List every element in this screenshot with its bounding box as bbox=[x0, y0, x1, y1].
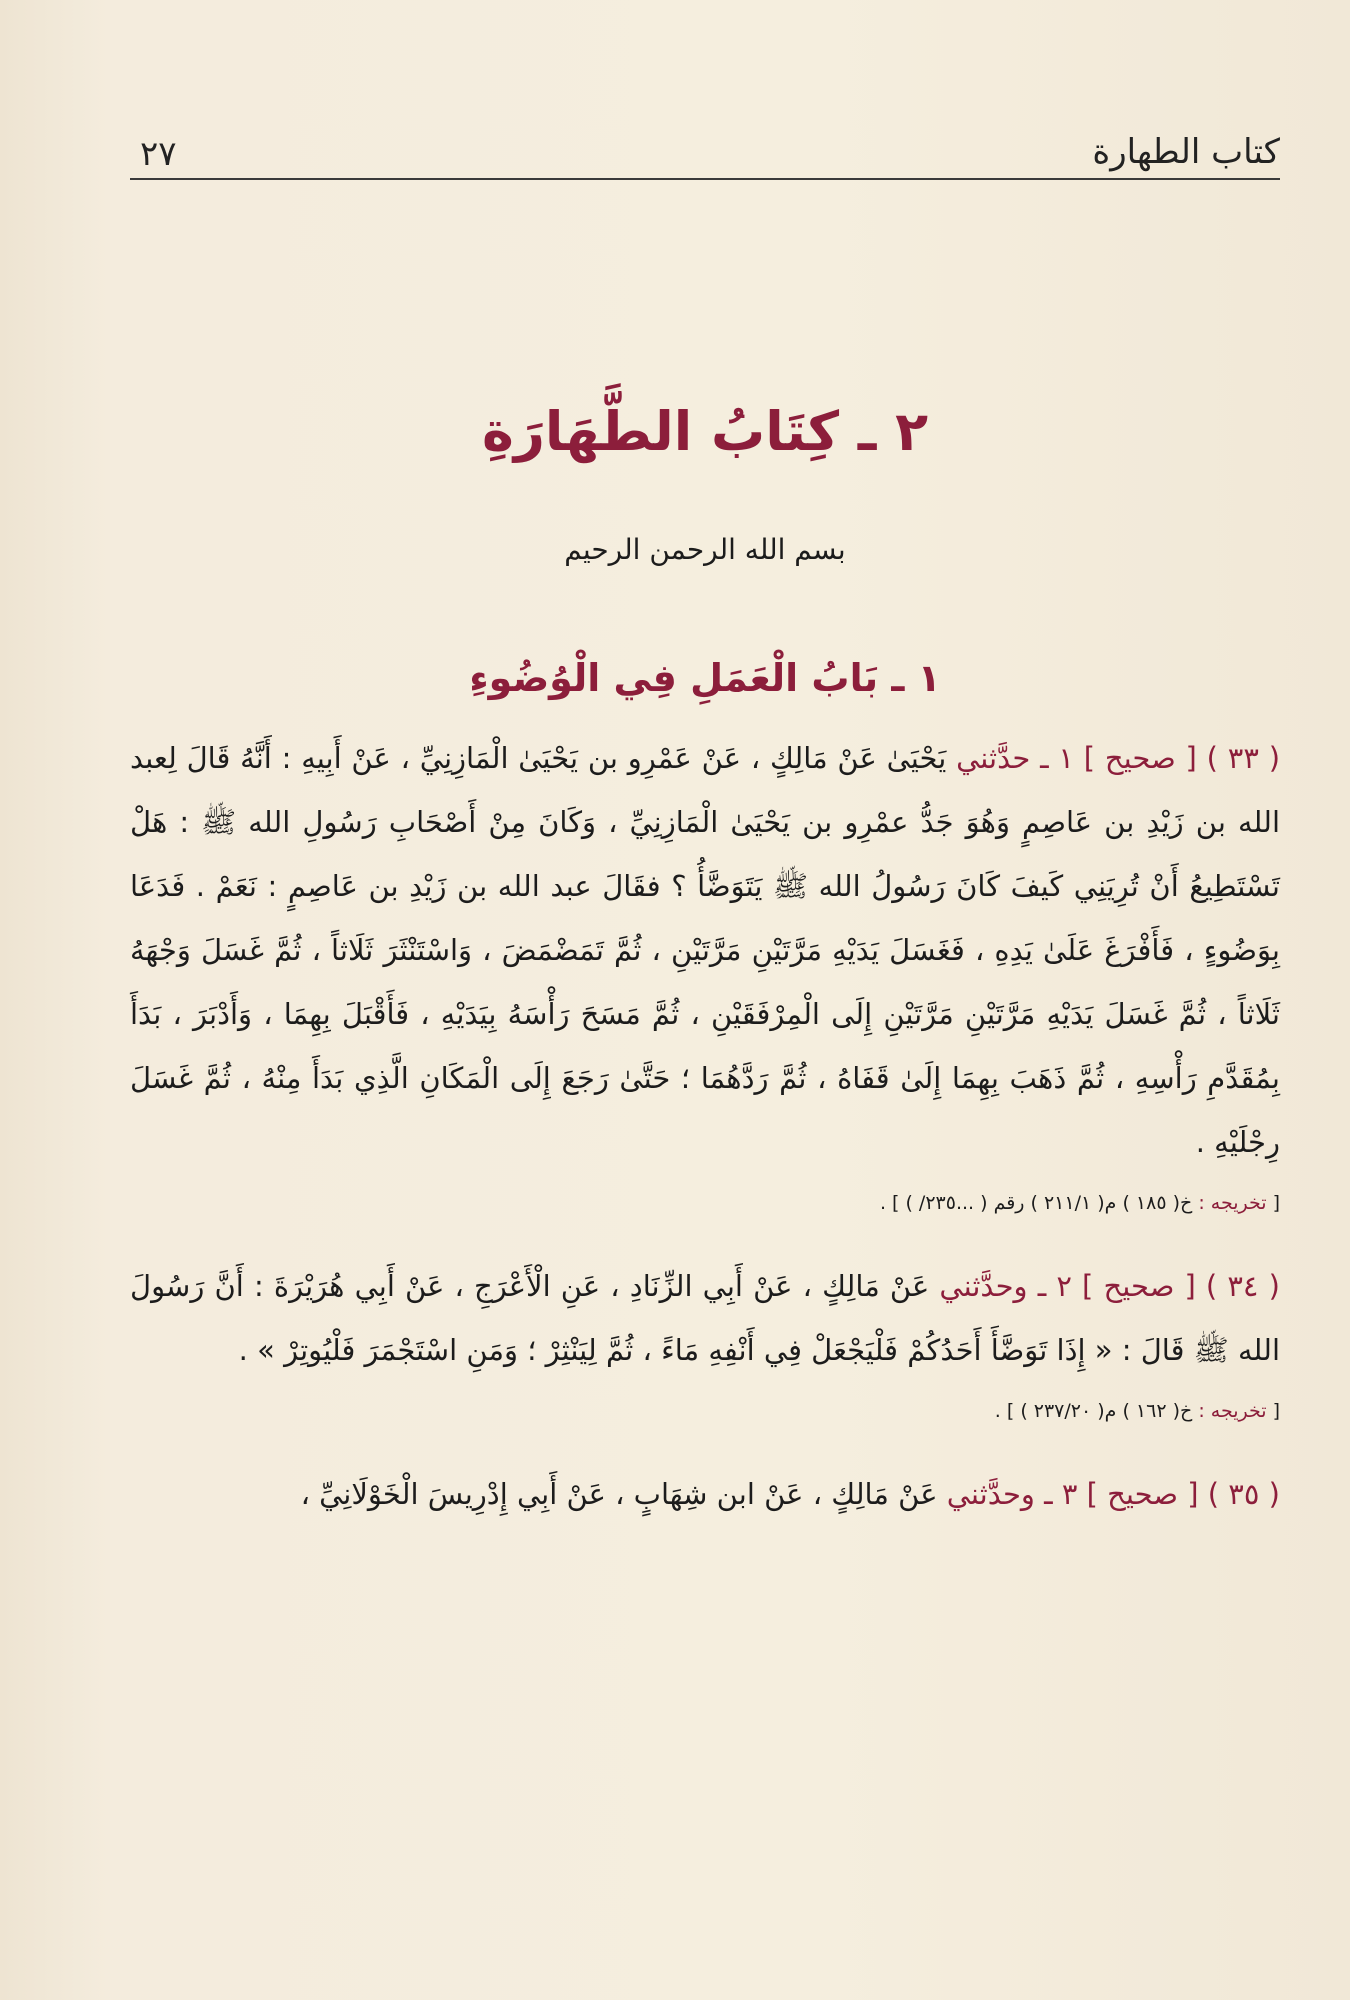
chapter-title: ١ ـ بَابُ الْعَمَلِ فِي الْوُضُوءِ bbox=[469, 656, 941, 700]
hadith-grade: [ صحيح ] bbox=[1086, 1477, 1199, 1511]
hadith-sanad-start: ٣ ـ وحدَّثني bbox=[946, 1477, 1078, 1511]
takhrij-open: [ bbox=[1272, 1400, 1280, 1422]
hadith-sanad-start: ١ ـ حدَّثني bbox=[956, 741, 1074, 775]
hadith-text: عَنْ مَالِكٍ ، عَنْ ابن شِهَابٍ ، عَنْ أَبِي إِدْرِيسَ الْخَوْلَانِيِّ ، bbox=[300, 1477, 938, 1511]
running-title: كتاب الطهارة bbox=[1092, 132, 1280, 172]
hadith-number: ( ٣٥ ) bbox=[1207, 1477, 1280, 1511]
hadith-text: يَحْيَىٰ عَنْ مَالِكٍ ، عَنْ عَمْرِو بن يَحْيَىٰ الْمَازِنِيِّ ، عَنْ أَبِيهِ : أَنَّهُ قَالَ لِعبد الله بن زَيْدِ بن عَاصِمٍ وَهُوَ جَدُّ عمْرِو بن يَحْيَىٰ الْمَازِنِيِّ ، وَكَانَ مِنْ أَصْحَابِ رَسُولِ الله ﷺ : هَلْ تَسْتَطِيعُ أَنْ تُرِيَنِي كَيفَ كَانَ رَسُولُ الله ﷺ يَتَوَضَّأُ ؟ فقَالَ عبد الله بن زَيْدِ بن عَاصِمٍ : نَعَمْ . فَدَعَا بِوَضُوءٍ ، فَأَفْرَغَ عَلَىٰ يَدِهِ ، فَغَسَلَ يَدَيْهِ مَرَّتَيْنِ مَرَّتَيْنِ ، ثُمَّ تَمَضْمَضَ ، وَاسْتَنْثَرَ ثَلَاثاً ، ثُمَّ غَسَلَ وَجْهَهُ ثَلَاثاً ، ثُمَّ غَسَلَ يَدَيْهِ مَرَّتَيْنِ مَرَّتَيْنِ إِلَى الْمِرْفَقَيْنِ ، ثُمَّ مَسَحَ رَأْسَهُ بِيَدَيْهِ ، فَأَقْبَلَ بِهِمَا ، وَأَدْبَرَ ، بَدَأَ بِمُقَدَّمِ رَأْسِهِ ، ثُمَّ ذَهَبَ بِهِمَا إِلَىٰ قَفَاهُ ، ثُمَّ رَدَّهُمَا ؛ حَتَّىٰ رَجَعَ إِلَى الْمَكَانِ الَّذِي بَدَأَ مِنْهُ ، ثُمَّ غَسَلَ رِجْلَيْهِ . bbox=[130, 741, 1280, 1159]
takhrij-label: تخريجه : bbox=[1198, 1192, 1267, 1214]
takhrij-note bbox=[130, 1192, 1280, 1214]
book-title: ٢ ـ كِتَابُ الطَّهَارَةِ bbox=[481, 400, 929, 463]
hadith-paragraph bbox=[130, 1462, 1280, 1526]
hadith-text: عَنْ مَالِكٍ ، عَنْ أَبِي الزِّنَادِ ، عَنِ الْأَعْرَجِ ، عَنْ أَبِي هُرَيْرَةَ : أَنَّ رَسُولَ الله ﷺ قَالَ : « إِذَا تَوَضَّأَ أَحَدُكُمْ فَلْيَجْعَلْ فِي أَنْفِهِ مَاءً ، ثُمَّ لِيَنْثِرْ ؛ وَمَنِ اسْتَجْمَرَ فَلْيُوتِرْ » . bbox=[130, 1269, 1280, 1367]
hadith-number: ( ٣٣ ) bbox=[1206, 741, 1281, 775]
takhrij-text: خ( ١٦٢ ) م( ٢٣٧/٢٠ ) ] . bbox=[994, 1400, 1193, 1422]
takhrij-label: تخريجه : bbox=[1198, 1400, 1267, 1422]
basmala: بسم الله الرحمن الرحيم bbox=[564, 533, 846, 566]
hadith-sanad-start: ٢ ـ وحدَّثني bbox=[939, 1269, 1072, 1303]
hadith-paragraph bbox=[130, 726, 1280, 1174]
hadith-grade: [ صحيح ] bbox=[1083, 741, 1197, 775]
page-number: ٢٧ bbox=[140, 134, 177, 174]
page-body bbox=[130, 200, 1280, 1526]
hadith-number: ( ٣٤ ) bbox=[1205, 1269, 1280, 1303]
hadith-paragraph bbox=[130, 1254, 1280, 1382]
takhrij-text: خ( ١٨٥ ) م( ٢١١/١ ) رقم ( ...٢٣٥/ ) ] . bbox=[879, 1192, 1193, 1214]
takhrij-open: [ bbox=[1272, 1192, 1280, 1214]
takhrij-note bbox=[130, 1400, 1280, 1422]
page-header bbox=[130, 128, 1280, 180]
hadith-grade: [ صحيح ] bbox=[1082, 1269, 1196, 1303]
